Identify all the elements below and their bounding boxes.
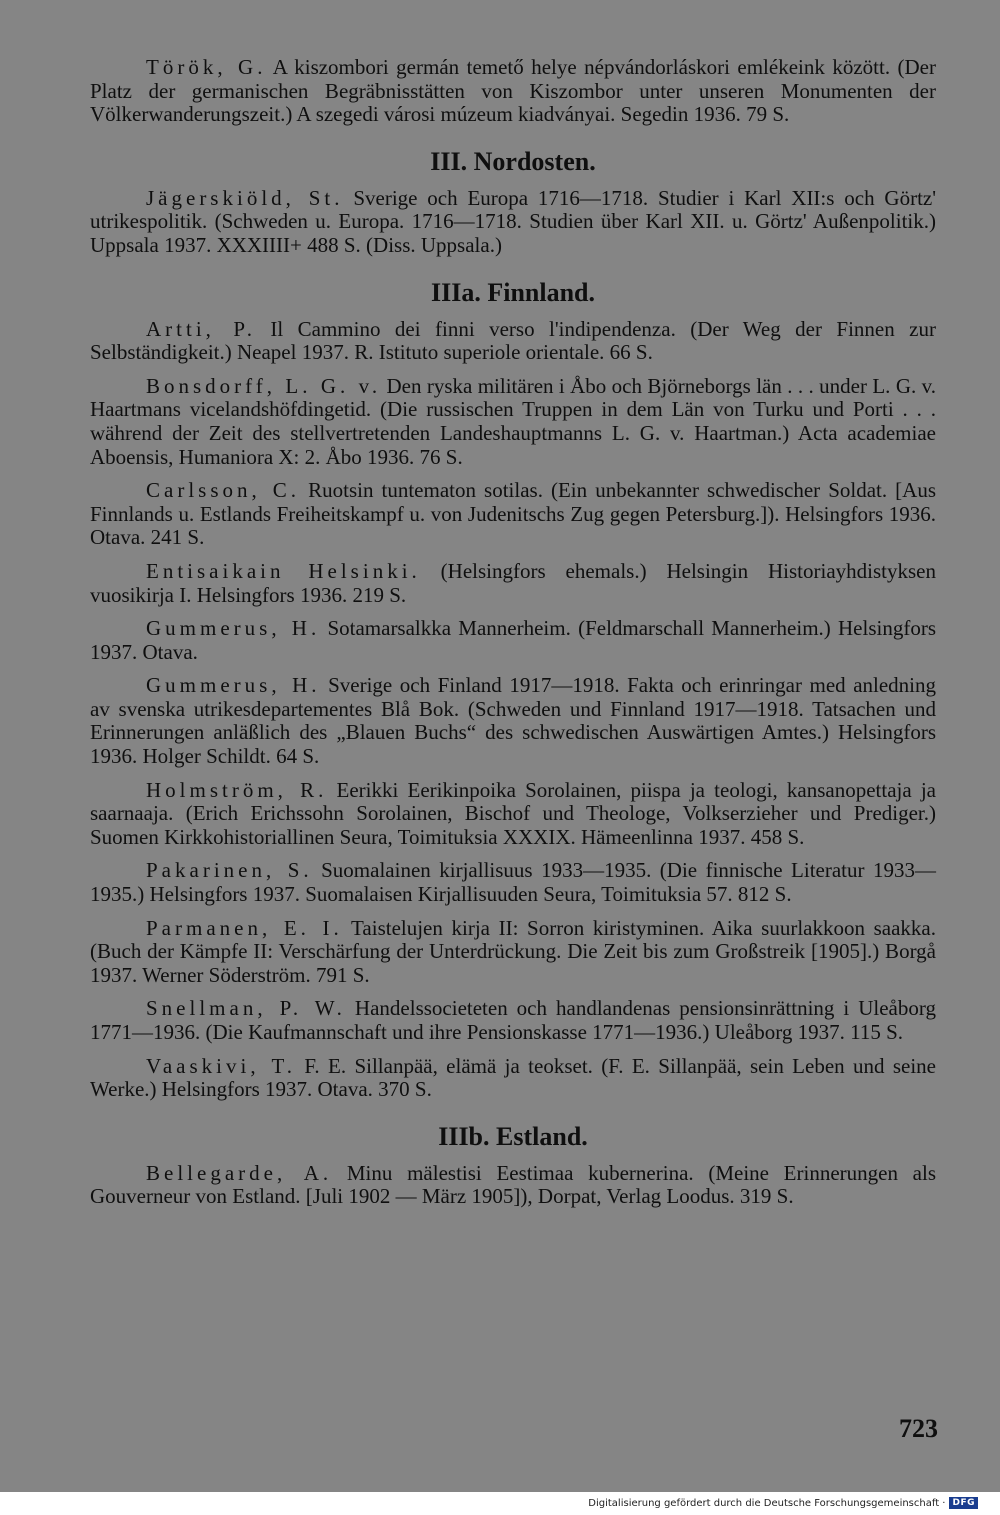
section-heading-finnland: IIIa. Finnland.: [430, 277, 596, 307]
entry-author: Holmström, R.: [146, 777, 328, 802]
entry-author: Artti, P.: [146, 316, 256, 341]
bib-entry: [90, 674, 936, 768]
entry-text: Handelssocieteten och handlandenas pensionsinrättning i Uleåborg 1771—1936. (Die Kaufmannschaft und ihre Pensionskasse 1771—1936.) Uleåborg 1937. 115 S.: [90, 996, 936, 1044]
digitization-footer: [588, 1497, 978, 1509]
entry-text: (Helsingfors ehemals.) Helsingin Historiayhdistyksen vuosikirja I. Helsingfors 1936. 219 S.: [90, 558, 936, 607]
bib-entry: [90, 187, 936, 258]
entry-text: Il Cammino dei finni verso l'indipendenza. (Der Weg der Finnen zur Selbständigkeit.) Neapel 1937. R. Istituto superiole orientale. 66 S.: [90, 316, 936, 365]
entry-author: Pakarinen, S.: [146, 858, 313, 883]
entry-author: Gummerus, H.: [146, 616, 321, 641]
entry-author: Snellman, P. W.: [146, 996, 346, 1021]
bib-entry: [90, 917, 936, 988]
bib-entry: [90, 318, 936, 365]
bib-entry: [90, 560, 936, 607]
entry-author: Entisaikain Helsinki.: [146, 558, 421, 583]
entry-text: Minu mälestisi Eestimaa kubernerina. (Meine Erinnerungen als Gouverneur von Estland. [Juli 1902 — März 1905]), Dorpat, Verlag Loodus. 319 S.: [90, 1160, 936, 1209]
bib-entry: [90, 617, 936, 664]
page-number: 723: [899, 1414, 938, 1443]
entry-text: Sverige och Finland 1917—1918. Fakta och erinringar med anledning av svenska utrikesdepartementes Blå Bok. (Schweden und Finnland 1917—1918. Tatsachen und Erinnerungen anläßlich des „Blauen Buchs“ des schwedischen Auswärtigen Amtes.) Helsingfors 1936. Holger Schildt. 64 S.: [90, 673, 936, 769]
entry-text: Sotamarsalkka Mannerheim. (Feldmarschall Mannerheim.) Helsingfors 1937. Otava.: [90, 616, 937, 664]
entry-text: Sverige och Europa 1716—1718. Studier i Karl XII:s och Görtz' utrikespolitik. (Schweden u. Europa. 1716—1718. Studien über Karl XII. u. Görtz' Außenpolitik.) Uppsala 1937. XXXIIII+ 488 S. (Diss. Uppsala.): [90, 185, 937, 257]
dfg-logo-icon: DFG: [949, 1497, 978, 1509]
bib-entry: [90, 859, 936, 906]
bib-entry: [90, 1162, 936, 1209]
entry-text: Den ryska militären i Åbo och Björneborgs län . . . under L. G. v. Haartmans vicelandshöfdingetid. (Die russischen Truppen in dem Län von Turku und Porti . . . während der Zeit des stellvertretenden Landeshauptmanns L. G. v. Haartman.) Acta academiae Aboensis, Humaniora X: 2. Åbo 1936. 76 S.: [90, 373, 937, 469]
entry-author: Jägerskiöld, St.: [146, 185, 344, 210]
bib-entry: [90, 997, 936, 1044]
entry-author: Bellegarde, A.: [146, 1160, 333, 1185]
entry-text: Suomalainen kirjallisuus 1933—1935. (Die finnische Literatur 1933—1935.) Helsingfors 1937. Suomalaisen Kirjallisuuden Seura, Toimituksia 57. 812 S.: [90, 858, 936, 907]
bib-entry: [90, 779, 936, 850]
entry-text: Ruotsin tuntematon sotilas. (Ein unbekannter schwedischer Soldat. [Aus Finnlands u. Estlands Freiheitskampf u. von Judenitschs Zug gegen Petersburg.]). Helsingfors 1936. Otava. 241 S.: [90, 478, 936, 550]
entry-author: Török, G.: [146, 55, 267, 79]
bib-entry: [90, 479, 936, 550]
entry-text: Eerikki Eerikinpoika Sorolainen, piispa ja teologi, kansanopettaja ja saarnaaja. (Erich Erichssohn Sorolainen, Bischof und Theologe, Volkserzieher und Prediger.) Suomen Kirkkohistoriallinen Seura, Toimituksia XXXIX. Hämeenlinna 1937. 458 S.: [90, 777, 936, 849]
bib-entry: [90, 56, 936, 127]
entry-author: Parmanen, E. I.: [146, 915, 343, 940]
entry-author: Bonsdorff, L. G. v.: [146, 373, 382, 398]
section-heading-estland: IIIb. Estland.: [438, 1121, 588, 1151]
entry-text: Taistelujen kirja II: Sorron kiristyminen. Aika suurlakkoon saakka. (Buch der Kämpfe II: Verschärfung der Unterdrückung. Die Zeit bis zum Großstreik [1905].) Borgå 1937. Werner Söderström. 791 S.: [90, 915, 936, 987]
bib-entry: [90, 1055, 936, 1102]
section-heading-nordosten: III. Nordosten.: [430, 146, 596, 176]
entry-text: F. E. Sillanpää, elämä ja teokset. (F. E. Sillanpää, sein Leben und seine Werke.) Helsingfors 1937. Otava. 370 S.: [90, 1053, 936, 1102]
footer-text: Digitalisierung gefördert durch die Deutsche Forschungsgemeinschaft ·: [588, 1497, 946, 1509]
page-content: [90, 56, 936, 1219]
entry-author: Gummerus, H.: [146, 673, 321, 698]
entry-author: Vaaskivi, T.: [146, 1053, 297, 1078]
entry-text: A kiszombori germán temető helye népvándorláskori emlékeink között. (Der Platz der germanischen Begräbnisstätten von Kiszombor unter unseren Monumenten der Völkerwanderungszeit.) A szegedi városi múzeum kiadványai. Segedin 1936. 79 S.: [90, 55, 936, 127]
bib-entry: [90, 375, 936, 469]
entry-author: Carlsson, C.: [146, 478, 301, 503]
